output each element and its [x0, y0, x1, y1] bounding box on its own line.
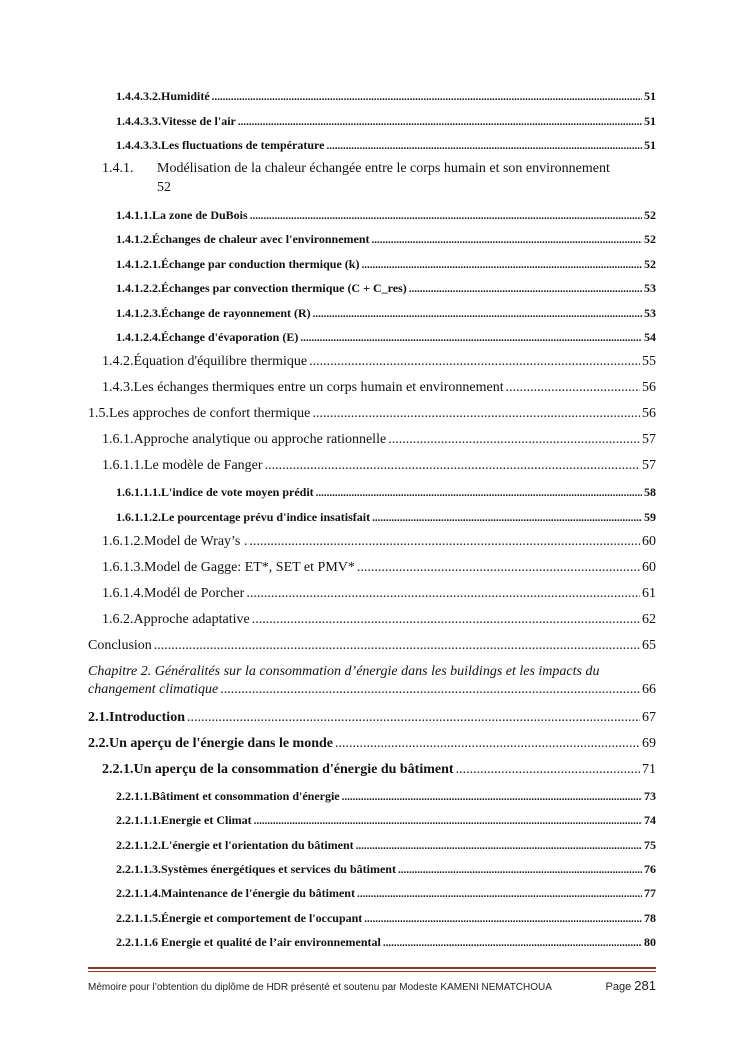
toc-entry-page: 52	[644, 257, 656, 271]
toc-entry[interactable]	[88, 664, 656, 698]
toc-entry-page: 53	[644, 306, 656, 320]
toc-leader-dots	[342, 789, 642, 804]
toc-leader-dots	[265, 458, 640, 474]
toc-entry-number: 1.4.4.3.2.	[116, 89, 161, 103]
toc-entry-number: 2.2.1.1.1.	[116, 813, 161, 827]
toc-entry[interactable]	[88, 406, 656, 422]
toc-entry-number: 1.5.	[88, 406, 109, 421]
toc-entry-page: 56	[642, 406, 656, 421]
page-footer	[88, 978, 656, 993]
toc-leader-dots	[456, 762, 640, 778]
toc-leader-dots	[250, 208, 642, 223]
toc-entry-title: Un aperçu de l'énergie dans le monde	[109, 736, 333, 751]
toc-entry-number: 2.2.1.1.4.	[116, 886, 161, 900]
toc-entry[interactable]	[116, 886, 656, 901]
toc-entry-title: Échange d'évaporation (E)	[161, 330, 299, 344]
toc-entry[interactable]	[102, 612, 656, 628]
toc-entry-title: Le pourcentage prévu d'indice insatisfait	[161, 510, 371, 524]
toc-entry-page: 52	[157, 180, 171, 195]
toc-leader-dots	[383, 935, 642, 950]
toc-leader-dots	[238, 114, 642, 129]
toc-entry-number: 1.6.1.4.	[102, 586, 144, 601]
toc-entry-title: Model de Wray’s .	[144, 534, 248, 549]
toc-leader-dots	[220, 682, 640, 698]
toc-entry-number: 1.4.4.3.3.	[116, 138, 161, 152]
toc-entry[interactable]	[116, 114, 656, 129]
toc-entry-page: 65	[642, 638, 656, 653]
toc-entry[interactable]	[102, 586, 656, 602]
toc-entry-title: Échange de rayonnement (R)	[161, 306, 311, 320]
toc-entry-title: Introduction	[109, 710, 185, 725]
toc-entry-number: 2.2.1.1.5.	[116, 911, 161, 925]
toc-entry-title: Bâtiment et consommation d'énergie	[152, 789, 340, 803]
toc-entry-number: 1.4.1.	[102, 161, 134, 176]
toc-entry-title: Équation d'équilibre thermique	[133, 354, 308, 369]
toc-entry-number: 2.1.	[88, 710, 109, 725]
toc-entry-page: 62	[642, 612, 656, 627]
toc-leader-dots	[154, 638, 640, 654]
toc-leader-dots	[252, 612, 640, 628]
toc-entry[interactable]	[116, 838, 656, 853]
toc-entry-number: 1.4.1.2.2.	[116, 281, 161, 295]
footer-page-number: 281	[634, 978, 656, 993]
toc-entry-number: 2.2.1.1.2.	[116, 838, 161, 852]
toc-entry-page: 78	[644, 911, 656, 925]
toc-entry-page: 59	[644, 510, 656, 524]
toc-entry-page: 74	[644, 813, 656, 827]
toc-entry-number: 1.4.3.	[102, 380, 134, 395]
toc-entry-number: 1.6.1.	[102, 432, 134, 447]
toc-entry-title: Humidité	[161, 89, 210, 103]
toc-entry-number: 1.6.1.2.	[102, 534, 144, 549]
toc-entry-number: 1.4.2.	[102, 354, 134, 369]
toc-entry-number: 1.4.1.2.1.	[116, 257, 161, 271]
toc-entry[interactable]	[116, 862, 656, 877]
toc-leader-dots	[335, 736, 640, 752]
toc-entry-title: Modélisation de la chaleur échangée entre le corps humain et son environnement	[157, 161, 610, 176]
toc-leader-dots	[361, 257, 642, 272]
toc-entry-title: Model de Gagge: ET*, SET et PMV*	[144, 560, 355, 575]
toc-entry[interactable]	[116, 813, 656, 828]
toc-leader-dots	[357, 560, 640, 576]
toc-leader-dots	[388, 432, 640, 448]
toc-entry[interactable]	[116, 257, 656, 272]
toc-entry-title: Énergie et comportement de l'occupant	[161, 911, 363, 925]
toc-entry[interactable]	[102, 380, 656, 396]
toc-entry-page: 56	[642, 380, 656, 395]
toc-entry[interactable]	[88, 736, 656, 752]
toc-entry-page: 51	[644, 138, 656, 152]
toc-entry[interactable]	[116, 330, 656, 345]
toc-entry[interactable]	[116, 935, 656, 950]
footer-rule	[88, 967, 656, 969]
toc-entry-page: 71	[642, 762, 656, 777]
toc-entry-page: 60	[642, 560, 656, 575]
toc-leader-dots	[409, 281, 642, 296]
toc-entry[interactable]	[116, 138, 656, 153]
toc-entry-page: 76	[644, 862, 656, 876]
toc-entry[interactable]	[102, 560, 656, 576]
toc-entry-title: Approche analytique ou approche rationnelle	[133, 432, 387, 447]
toc-entry-page: 69	[642, 736, 656, 751]
toc-entry-page: 52	[644, 232, 656, 246]
toc-entry-number: 1.4.4.3.3.	[116, 114, 161, 128]
toc-entry[interactable]	[116, 510, 656, 525]
toc-entry[interactable]	[116, 306, 656, 321]
toc-entry-page: 51	[644, 114, 656, 128]
toc-entry-title: Maintenance de l'énergie du bâtiment	[161, 886, 355, 900]
toc-entry[interactable]	[116, 281, 656, 296]
toc-entry-number: 1.4.1.2.4.	[116, 330, 161, 344]
toc-entry-title: Les approches de confort thermique	[109, 406, 311, 421]
toc-entry-title: L'énergie et l'orientation du bâtiment	[161, 838, 354, 852]
toc-entry-title: Le modèle de Fanger	[144, 458, 263, 473]
footer-rule-thin	[88, 971, 656, 972]
toc-entry-title: Un aperçu de la consommation d'énergie du bâtiment	[133, 762, 454, 777]
toc-entry-page: 58	[644, 485, 656, 499]
toc-entry-page: 66	[642, 682, 656, 697]
toc-entry-page: 57	[642, 458, 656, 473]
toc-entry[interactable]	[102, 534, 656, 550]
toc-entry-number: 2.2.1.	[102, 762, 134, 777]
toc-entry-page: 67	[642, 710, 656, 725]
toc-entry-title: Conclusion	[88, 638, 152, 653]
toc-entry-page: 73	[644, 789, 656, 803]
toc-entry-page: 61	[642, 586, 656, 601]
toc-entry-page: 54	[644, 330, 656, 344]
toc-entry-number: 1.4.1.2.3.	[116, 306, 161, 320]
toc-entry-title: Vitesse de l'air	[161, 114, 236, 128]
toc-leader-dots	[212, 89, 642, 104]
toc-entry-page: 51	[644, 89, 656, 103]
toc-entry[interactable]	[102, 458, 656, 474]
toc-entry-page: 60	[642, 534, 656, 549]
toc-leader-dots	[309, 354, 640, 370]
toc-entry-number: 2.2.	[88, 736, 109, 751]
toc-entry[interactable]	[88, 638, 656, 654]
toc-entry-title: Échanges de chaleur avec l'environnement	[152, 232, 370, 246]
toc-entry-number: 2.2.1.1.3.	[116, 862, 161, 876]
toc-leader-dots	[312, 406, 640, 422]
toc-entry-number: 1.4.1.2.	[116, 232, 152, 246]
toc-entry-page: 52	[644, 208, 656, 222]
toc-leader-dots	[506, 380, 640, 396]
toc-leader-dots	[364, 911, 642, 926]
toc-entry-number: 1.6.1.1.2.	[116, 510, 161, 524]
footer-page-label: Page	[605, 981, 632, 993]
toc-entry[interactable]	[116, 789, 656, 804]
footer-page	[606, 978, 656, 993]
toc-entry[interactable]	[116, 208, 656, 223]
toc-leader-dots	[316, 485, 642, 500]
footer-text: Mémoire pour l’obtention du diplôme de HDR présenté et soutenu par Modeste KAMENI NEMATCHOUA	[88, 982, 552, 993]
toc-entry-title: Modél de Porcher	[144, 586, 245, 601]
toc-entry-title: La zone de DuBois	[152, 208, 248, 222]
toc-entry[interactable]	[88, 710, 656, 726]
toc-leader-dots	[372, 232, 642, 247]
toc-entry-page: 77	[644, 886, 656, 900]
toc-entry-title: Approche adaptative	[133, 612, 250, 627]
toc-entry[interactable]	[102, 161, 656, 196]
toc-entry-title: Systèmes énergétiques et services du bâtiment	[161, 862, 396, 876]
toc-leader-dots	[357, 886, 642, 901]
toc-entry-number: 2.2.1.1.	[116, 935, 152, 949]
toc-entry-title: Échange par conduction thermique (k)	[161, 257, 360, 271]
toc-entry-title: Échanges par convection thermique (C + C_res)	[161, 281, 407, 295]
toc-entry-number: 2.2.1.1.	[116, 789, 152, 803]
toc-entry-number: 1.6.1.3.	[102, 560, 144, 575]
toc-leader-dots	[187, 710, 640, 726]
toc-leader-dots	[398, 862, 642, 877]
toc-entry-page: 80	[644, 935, 656, 949]
toc-entry-title-continued: changement climatique	[88, 682, 219, 697]
toc-entry-title: Chapitre 2. Généralités sur la consommation d’énergie dans les buildings et les impacts du	[88, 664, 600, 679]
toc-entry-number: 1.6.1.1.	[102, 458, 144, 473]
toc-leader-dots	[313, 306, 642, 321]
toc-entry[interactable]	[116, 485, 656, 500]
toc-entry-number: 1.6.2.	[102, 612, 134, 627]
toc-entry[interactable]	[116, 232, 656, 247]
toc-entry[interactable]	[116, 89, 656, 104]
toc-leader-dots	[326, 138, 642, 153]
toc-leader-dots	[300, 330, 642, 345]
toc-leader-dots	[249, 534, 640, 550]
toc-entry-page: 53	[644, 281, 656, 295]
toc-entry-page: 57	[642, 432, 656, 447]
toc-entry-number: 1.4.1.1.	[116, 208, 152, 222]
toc-entry-title: Les échanges thermiques entre un corps humain et environnement	[133, 380, 504, 395]
toc-leader-dots	[254, 813, 642, 828]
toc-entry-title: 6 Energie et qualité de l’air environnemental	[152, 935, 381, 949]
toc-entry[interactable]	[116, 911, 656, 926]
toc-entry[interactable]	[102, 762, 656, 778]
toc-entry[interactable]	[102, 354, 656, 370]
toc-entry[interactable]	[102, 432, 656, 448]
toc-entry-title: Les fluctuations de température	[161, 138, 325, 152]
toc-leader-dots	[246, 586, 640, 602]
toc-entry-page: 75	[644, 838, 656, 852]
toc-entry-title: L'indice de vote moyen prédit	[161, 485, 314, 499]
toc-entry-number: 1.6.1.1.1.	[116, 485, 161, 499]
toc-entry-page: 55	[642, 354, 656, 369]
toc-leader-dots	[372, 510, 642, 525]
toc-leader-dots	[356, 838, 642, 853]
toc-entry-title: Energie et Climat	[161, 813, 252, 827]
